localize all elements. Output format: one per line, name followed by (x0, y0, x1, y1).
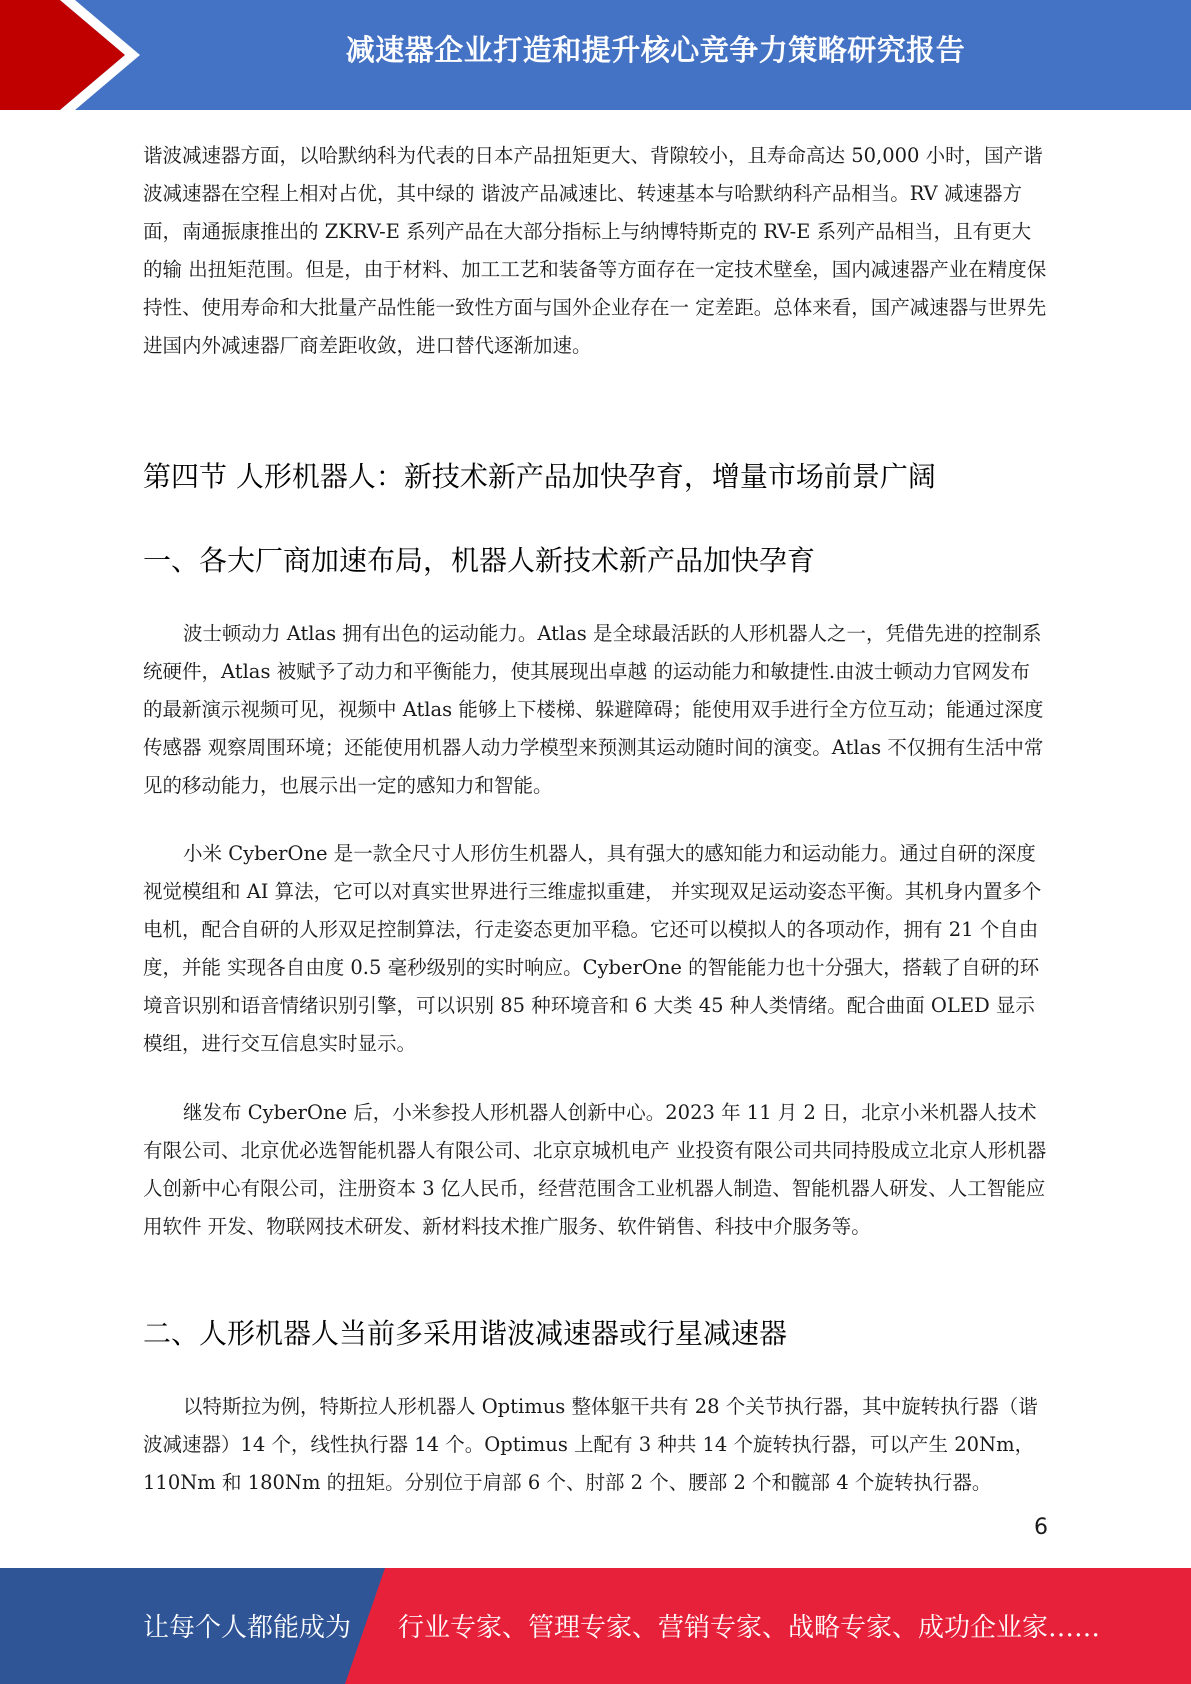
intro-block (143, 137, 1048, 365)
page-number: 6 (1034, 1515, 1048, 1540)
header-title: 减速器企业打造和提升核心竞争力策略研究报告 (345, 33, 966, 67)
subsection-2-paragraph-1 (143, 1388, 1048, 1502)
section-heading-block (143, 457, 1048, 497)
paragraph: 波士顿动力 Atlas 拥有出色的运动能力。Atlas 是全球最活跃的人形机器人之一，凭借先进的控制系统硬件，Atlas 被赋予了动力和平衡能力，使其展现出卓越 的运动能力和敏捷性.由波士顿动力官网发布的最新演示视频可见，视频中 Atlas 能够上下楼梯、躲避障碍；能使用双手进行全方位互动；能通过深度传感器 观察周围环境；还能使用机器人动力学模型来预测其运动随时间的演变。Atlas 不仅拥有生活中常见的移动能力，也展示出一定的感知力和智能。 (143, 622, 1044, 797)
header-arrow-decoration (0, 0, 160, 110)
subsection-title: 二、人形机器人当前多采用谐波减速器或行星减速器 (143, 1317, 788, 1350)
paragraph: 以特斯拉为例，特斯拉人形机器人 Optimus 整体躯干共有 28 个关节执行器，其中旋转执行器（谐波减速器）14 个，线性执行器 14 个。Optimus 上配有 3 种共 14 个旋转执行器，可以产生 20Nm，110Nm 和 180Nm 的扭矩。分别位于肩部 6 个、肘部 2 个、腰部 2 个和髋部 4 个旋转执行器。 (143, 1395, 1038, 1494)
paragraph: 小米 CyberOne 是一款全尺寸人形仿生机器人，具有强大的感知能力和运动能力。通过自研的深度视觉模组和 AI 算法，它可以对真实世界进行三维虚拟重建， 并实现双足运动姿态平衡。其机身内置多个电机，配合自研的人形双足控制算法，行走姿态更加平稳。它还可以模拟人的各项动作，拥有 21 个自由度，并能 实现各自由度 0.5 毫秒级别的实时响应。CyberOne 的智能能力也十分强大，搭载了自研的环境音识别和语音情绪识别引擎，可以识别 85 种环境音和 6 大类 45 种人类情绪。配合曲面 OLED 显示模组，进行交互信息实时显示。 (143, 842, 1042, 1055)
footer-slogan-left: 让每个人都能成为 (143, 1613, 352, 1643)
paragraph: 谐波减速器方面，以哈默纳科为代表的日本产品扭矩更大、背隙较小，且寿命高达 50,000 小时，国产谐波减速器在空程上相对占优，其中绿的 谐波产品减速比、转速基本与哈默纳科产品相当。RV 减速器方面，南通振康推出的 ZKRV-E 系列产品在大部分指标上与纳博特斯克的 RV-E 系列产品相当，且有更大的输 出扭矩范围。但是，由于材料、加工工艺和装备等方面存在一定技术壁垒，国内减速器产业在精度保持性、使用寿命和大批量产品性能一致性方面与国外企业存在一 定差距。总体来看，国产减速器与世界先进国内外减速器厂商差距收敛，进口替代逐渐加速。 (143, 144, 1047, 357)
subsection-1-heading-block (143, 541, 1048, 581)
page-footer (0, 1568, 1191, 1684)
subsection-1-paragraph-3 (143, 1094, 1048, 1246)
subsection-1-paragraph-1 (143, 615, 1048, 805)
page-header (0, 0, 1191, 110)
subsection-1-paragraph-2 (143, 835, 1048, 1063)
paragraph: 继发布 CyberOne 后，小米参投人形机器人创新中心。2023 年 11 月 2 日，北京小米机器人技术有限公司、北京优必选智能机器人有限公司、北京京城机电产 业投资有限公司共同持股成立北京人形机器人创新中心有限公司，注册资本 3 亿人民币，经营范围含工业机器人制造、智能机器人研发、人工智能应用软件 开发、物联网技术研发、新材料技术推广服务、软件销售、科技中介服务等。 (143, 1101, 1047, 1238)
subsection-2-heading-block (143, 1314, 1048, 1354)
footer-slogan-right: 行业专家、管理专家、营销专家、战略专家、成功企业家…… (398, 1613, 1101, 1643)
section-title: 第四节 人形机器人：新技术新产品加快孕育，增量市场前景广阔 (143, 460, 936, 493)
subsection-title: 一、各大厂商加速布局，机器人新技术新产品加快孕育 (143, 544, 816, 577)
